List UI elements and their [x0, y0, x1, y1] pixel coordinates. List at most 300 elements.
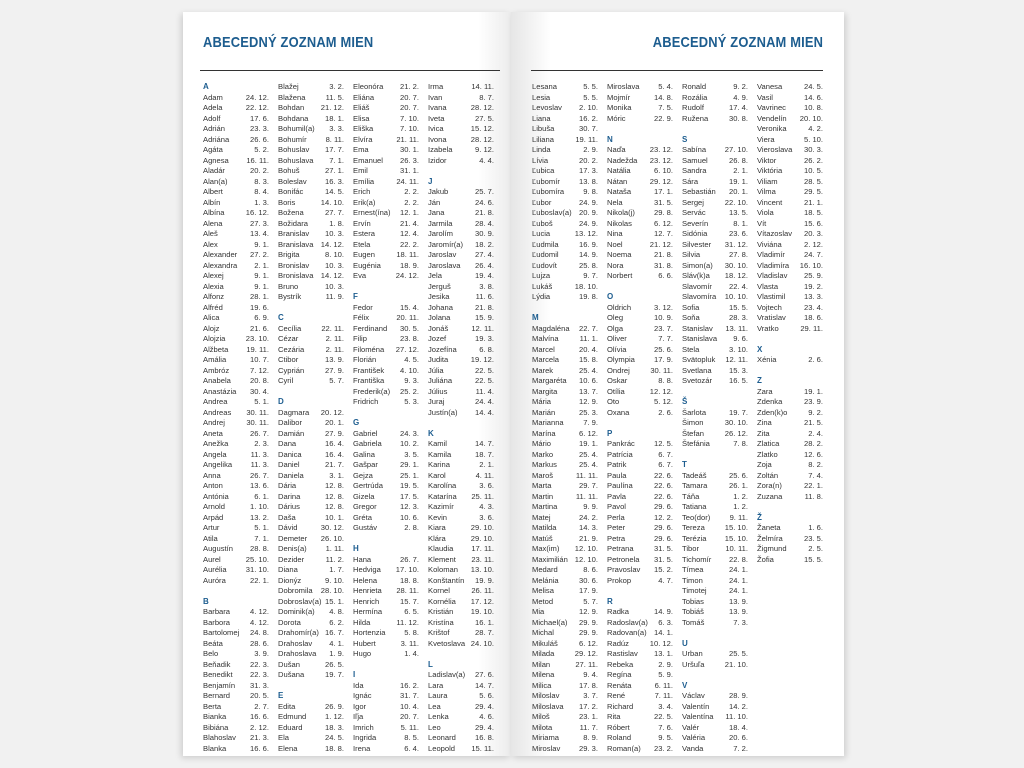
name-text: Bibiána [203, 722, 229, 732]
name-entry [532, 439, 598, 450]
name-day-date: 5. 8. [404, 628, 419, 637]
name-text: Izabela [428, 145, 453, 154]
name-day-date: 23. 5. [804, 533, 823, 543]
name-text: Iveta [428, 113, 445, 123]
name-text: Andrej [203, 418, 225, 427]
name-day-date: 27. 8. [729, 250, 748, 259]
name-day-date: 22. 6. [654, 491, 673, 501]
name-text: Drahoslava [278, 649, 317, 658]
name-text: Dušana [278, 670, 305, 679]
name-entry [428, 387, 494, 398]
letter-heading [682, 135, 748, 146]
name-entry [428, 208, 494, 219]
name-text: Nátan [607, 176, 628, 186]
name-day-date: 24. 7. [804, 250, 823, 259]
name-day-date: 4. 12. [250, 617, 269, 627]
name-entry [353, 229, 419, 240]
name-text: Anežka [203, 439, 229, 448]
letter-heading [682, 397, 748, 408]
name-entry [428, 187, 494, 198]
name-entry [278, 366, 344, 377]
name-day-date: 29. 4. [475, 722, 494, 732]
name-entry [532, 565, 598, 576]
name-text: Norbert [607, 271, 633, 280]
name-entry [353, 366, 419, 377]
name-text: Žofia [757, 554, 774, 564]
spacer [278, 387, 344, 398]
name-day-date: 24. 4. [475, 397, 494, 406]
name-entry [278, 597, 344, 608]
name-entry [428, 345, 494, 356]
name-day-date: 3. 8. [479, 281, 494, 291]
name-day-date: 26. 4. [475, 260, 494, 270]
name-text: Jarolím [428, 229, 453, 238]
name-day-date: 29. 7. [579, 481, 598, 490]
name-entry [428, 334, 494, 345]
name-text: Kamil [428, 439, 447, 448]
name-entry [682, 471, 748, 482]
name-day-date: 11. 8. [804, 491, 823, 501]
name-day-date: 23. 4. [804, 302, 823, 312]
name-text: Albín [203, 197, 221, 207]
name-day-date: 30. 8. [729, 113, 748, 123]
name-text: Jesika [428, 292, 450, 301]
name-entry [607, 534, 673, 545]
name-text: Ctibor [278, 355, 299, 364]
name-entry [532, 534, 598, 545]
name-text: Pankrác [607, 439, 635, 448]
name-text: Vratislav [757, 313, 786, 322]
name-text: Cyprián [278, 365, 305, 375]
name-text: Matej [532, 512, 551, 522]
name-day-date: 19. 3. [475, 334, 494, 343]
name-text: Paula [607, 470, 627, 480]
name-text: Beáta [203, 638, 223, 648]
name-entry [607, 397, 673, 408]
name-text: Viola [757, 208, 774, 217]
name-day-date: 13. 4. [250, 229, 269, 238]
name-text: Alfréd [203, 302, 223, 312]
name-entry [278, 723, 344, 734]
name-text: Ľubomíra [532, 187, 565, 196]
name-day-date: 21. 11. [396, 134, 419, 144]
name-text: Tamara [682, 481, 708, 490]
name-text: Augustín [203, 544, 233, 553]
name-text: Nela [607, 197, 623, 207]
name-entry [353, 565, 419, 576]
name-entry [607, 408, 673, 419]
name-entry [757, 261, 823, 272]
name-day-date: 30. 11. [246, 418, 269, 427]
name-entry [532, 250, 598, 261]
name-text: Štefan [682, 428, 704, 438]
name-day-date: 16. 12. [245, 208, 269, 217]
name-day-date: 25. 5. [729, 649, 748, 658]
name-entry [532, 408, 598, 419]
name-text: Angelika [203, 460, 233, 469]
name-entry [278, 166, 344, 177]
letter-heading-text: O [607, 292, 614, 301]
name-entry [278, 124, 344, 135]
name-text: Miroslav [532, 743, 561, 753]
name-entry [353, 376, 419, 387]
name-entry [428, 607, 494, 618]
name-day-date: 31. 3. [250, 680, 269, 690]
name-text: Sláv(k)a [682, 271, 710, 280]
name-entry [353, 240, 419, 251]
name-entry [353, 576, 419, 587]
name-day-date: 31. 1. [400, 166, 419, 175]
name-text: Ignác [353, 691, 372, 700]
name-text: Marek [532, 365, 554, 375]
name-text: Fridrich [353, 397, 379, 406]
name-text: Filip [353, 334, 367, 343]
name-day-date: 14. 6. [804, 92, 823, 102]
name-day-date: 9. 8. [583, 187, 598, 196]
name-day-date: 13. 2. [250, 512, 269, 522]
name-text: Dominik(a) [278, 607, 315, 616]
name-day-date: 18. 2. [475, 239, 494, 249]
name-text: Miloslav [532, 691, 560, 700]
name-text: Zuzana [757, 491, 783, 501]
name-text: Milada [532, 649, 555, 658]
name-text: Blažej [278, 82, 299, 91]
name-entry [532, 733, 598, 744]
name-text: Bartolomej [203, 628, 240, 637]
name-text: Aladár [203, 166, 225, 175]
name-text: Ivana [428, 103, 447, 112]
name-day-date: 17. 3. [579, 166, 598, 175]
name-text: Patrik [607, 460, 627, 469]
name-day-date: 22. 5. [654, 712, 673, 721]
name-day-date: 27. 12. [395, 344, 419, 354]
name-text: Gejza [353, 470, 373, 480]
name-text: Dárius [278, 502, 300, 511]
name-text: Gréta [353, 512, 372, 522]
name-text: Lukáš [532, 281, 553, 291]
name-day-date: 4. 8. [329, 607, 344, 616]
name-entry [532, 681, 598, 692]
name-entry [203, 229, 269, 240]
name-entry [353, 639, 419, 650]
name-text: Brigita [278, 250, 300, 259]
name-text: Jerguš [428, 281, 451, 291]
name-day-date: 12. 1. [400, 208, 419, 217]
name-day-date: 6. 2. [329, 617, 344, 627]
name-text: Zina [757, 418, 772, 427]
name-text: Etela [353, 239, 371, 249]
name-entry [203, 366, 269, 377]
name-entry [532, 387, 598, 398]
name-text: Karolína [428, 481, 457, 490]
spacer [353, 408, 419, 419]
name-text: Bystrík [278, 292, 302, 301]
name-text: Petronela [607, 554, 640, 564]
name-text: Ervín [353, 218, 371, 228]
name-text: Ľubor [532, 197, 552, 207]
name-text: Aurélia [203, 565, 227, 574]
name-text: Jaroslav [428, 250, 457, 259]
name-day-date: 11. 4. [475, 386, 494, 396]
name-day-date: 8. 6. [583, 565, 598, 574]
name-day-date: 13. 9. [729, 596, 748, 606]
name-text: Sandra [682, 166, 707, 175]
name-text: Jozef [428, 334, 447, 343]
name-entry [757, 240, 823, 251]
name-day-date: 2. 9. [583, 145, 598, 154]
name-day-date: 1. 12. [325, 712, 344, 721]
name-entry [278, 429, 344, 440]
name-day-date: 12. 5. [654, 439, 673, 448]
name-day-date: 14. 3. [579, 523, 598, 532]
name-day-date: 18. 4. [729, 722, 748, 732]
name-entry [607, 114, 673, 125]
name-text: Dorota [278, 617, 301, 627]
name-text: Alojz [203, 323, 220, 333]
name-text: Erik(a) [353, 197, 376, 207]
name-day-date: 8. 3. [254, 176, 269, 186]
name-day-date: 23. 1. [579, 712, 598, 721]
name-text: Alojzia [203, 334, 226, 343]
name-entry [607, 460, 673, 471]
name-entry [607, 639, 673, 650]
name-text: Milan [532, 659, 551, 669]
name-text: Rozália [682, 92, 708, 102]
name-day-date: 15. 8. [579, 355, 598, 364]
name-day-date: 6. 4. [404, 743, 419, 753]
name-entry [607, 103, 673, 114]
name-text: Renáta [607, 680, 632, 690]
name-entry [203, 523, 269, 534]
name-day-date: 28. 12. [470, 103, 494, 112]
name-text: Emanuel [353, 155, 383, 165]
name-entry [278, 93, 344, 104]
name-day-date: 24. 1. [729, 586, 748, 595]
name-text: Lýdia [532, 292, 551, 301]
name-entry [278, 208, 344, 219]
name-day-date: 19. 4. [475, 271, 494, 280]
name-entry [353, 618, 419, 629]
name-entry [353, 145, 419, 156]
name-day-date: 6. 7. [658, 449, 673, 459]
name-entry [428, 450, 494, 461]
name-day-date: 19. 7. [729, 407, 748, 417]
letter-heading [607, 292, 673, 303]
name-day-date: 1. 10. [250, 502, 269, 511]
letter-heading-text: G [353, 418, 360, 427]
name-text: Richard [607, 701, 634, 711]
name-entry [428, 240, 494, 251]
name-text: Hortenzia [353, 628, 386, 637]
name-day-date: 28. 3. [729, 313, 748, 322]
name-text: Boleslav [278, 176, 307, 186]
name-entry [203, 618, 269, 629]
name-day-date: 14. 5. [325, 187, 344, 196]
name-text: Svetozár [682, 376, 712, 385]
name-text: Tereza [682, 523, 705, 532]
name-entry [278, 177, 344, 188]
name-entry [353, 702, 419, 713]
name-entry [607, 208, 673, 219]
name-day-date: 3. 1. [329, 470, 344, 480]
name-text: Zoja [757, 460, 772, 469]
name-day-date: 2. 12. [804, 239, 823, 249]
name-entry [757, 292, 823, 303]
name-day-date: 2. 11. [325, 334, 344, 343]
name-entry [428, 460, 494, 471]
name-text: Johana [428, 302, 453, 312]
name-entry [203, 607, 269, 618]
spacer [682, 670, 748, 681]
name-day-date: 12. 3. [400, 502, 419, 511]
name-column [607, 82, 673, 754]
name-day-date: 25. 7. [475, 187, 494, 196]
name-day-date: 24. 11. [396, 176, 419, 186]
name-day-date: 17. 8. [579, 680, 598, 690]
name-entry [278, 418, 344, 429]
name-text: Andrea [203, 397, 228, 406]
name-text: Drahoslav [278, 638, 313, 648]
name-entry [682, 313, 748, 324]
name-day-date: 31. 12. [724, 239, 748, 249]
name-text: Vanesa [757, 82, 783, 91]
name-day-date: 3. 3. [329, 124, 344, 133]
name-entry [203, 324, 269, 335]
name-text: Barbora [203, 617, 231, 627]
name-entry [532, 145, 598, 156]
name-text: Stanislav [682, 323, 713, 333]
name-text: Levoslav [532, 103, 562, 112]
name-text: Hana [353, 554, 372, 564]
name-text: Andreas [203, 407, 232, 417]
name-entry [607, 576, 673, 587]
name-entry [353, 166, 419, 177]
name-day-date: 2. 1. [479, 460, 494, 469]
name-entry [757, 303, 823, 314]
name-text: Gašpar [353, 460, 378, 469]
letter-heading-text: Ž [757, 512, 762, 522]
name-text: Silvia [682, 250, 701, 259]
name-entry [532, 691, 598, 702]
letter-heading-text: E [278, 691, 284, 700]
name-day-date: 10. 6. [579, 376, 598, 385]
name-day-date: 15. 5. [804, 554, 823, 564]
name-text: Galina [353, 449, 375, 459]
name-entry [532, 271, 598, 282]
name-entry [353, 355, 419, 366]
spacer [353, 660, 419, 671]
name-text: Ernest(ína) [353, 208, 391, 217]
name-entry [532, 544, 598, 555]
name-day-date: 12. 11. [725, 355, 748, 364]
name-entry [532, 429, 598, 440]
name-text: Marína [532, 428, 556, 438]
name-day-date: 13. 1. [654, 649, 673, 658]
name-text: Zara [757, 386, 773, 396]
name-day-date: 2. 9. [658, 659, 673, 669]
name-text: Móric [607, 113, 626, 123]
name-entry [532, 471, 598, 482]
name-entry [757, 93, 823, 104]
name-day-date: 20. 7. [400, 712, 419, 721]
name-text: Max(im) [532, 544, 560, 553]
name-day-date: 31. 5. [654, 197, 673, 207]
name-entry [278, 733, 344, 744]
name-text: Oldrich [607, 302, 632, 312]
name-text: Aleš [203, 229, 218, 238]
name-text: Vladislav [757, 271, 788, 280]
name-text: Laura [428, 691, 448, 700]
name-column [532, 82, 598, 754]
name-text: Gizela [353, 491, 375, 501]
name-text: Natália [607, 166, 631, 175]
name-text: Dalibor [278, 418, 303, 427]
name-text: Roland [607, 733, 632, 742]
name-day-date: 3. 5. [404, 449, 419, 459]
name-text: Lenka [428, 712, 449, 721]
name-entry [757, 114, 823, 125]
name-day-date: 19. 10. [470, 607, 494, 616]
name-day-date: 19. 1. [804, 386, 823, 396]
name-text: Sofia [682, 302, 700, 312]
name-day-date: 15. 10. [724, 533, 748, 543]
name-text: Liliana [532, 134, 554, 144]
name-day-date: 14. 9. [654, 607, 673, 616]
name-entry [607, 660, 673, 671]
name-day-date: 20. 3. [804, 229, 823, 238]
name-text: Bruno [278, 281, 299, 291]
name-entry [278, 544, 344, 555]
name-text: Eliáš [353, 103, 370, 112]
name-day-date: 1. 3. [254, 197, 269, 207]
name-text: Sebastián [682, 187, 716, 196]
name-text: Otília [607, 386, 625, 396]
name-day-date: 2. 7. [254, 701, 269, 711]
name-day-date: 31. 8. [654, 260, 673, 270]
name-entry [532, 523, 598, 534]
spacer [353, 534, 419, 545]
name-text: Belo [203, 649, 219, 658]
name-text: Adela [203, 103, 223, 112]
name-day-date: 26. 3. [400, 155, 419, 165]
name-text: Ľubomír [532, 176, 560, 186]
name-text: Pravoslav [607, 565, 641, 574]
name-day-date: 13. 9. [325, 355, 344, 364]
name-text: Kevin [428, 512, 447, 522]
name-day-date: 28. 10. [320, 586, 344, 595]
name-day-date: 14. 12. [320, 239, 344, 249]
name-text: Miroslava [607, 82, 640, 91]
name-text: Silvester [682, 239, 712, 249]
name-text: Ľudmila [532, 239, 559, 249]
name-entry [203, 282, 269, 293]
name-entry [428, 628, 494, 639]
name-day-date: 5. 1. [254, 523, 269, 532]
name-day-date: 19. 6. [250, 302, 269, 312]
name-text: Leonard [428, 733, 456, 742]
name-entry [353, 744, 419, 755]
name-entry [682, 429, 748, 440]
name-entry [203, 334, 269, 345]
name-text: Adriána [203, 134, 230, 144]
name-text: Florián [353, 355, 377, 364]
name-entry [278, 261, 344, 272]
name-day-date: 27. 9. [325, 365, 344, 375]
name-entry [532, 618, 598, 629]
name-day-date: 29. 8. [654, 208, 673, 217]
name-day-date: 3. 9. [254, 649, 269, 658]
name-entry [278, 712, 344, 723]
